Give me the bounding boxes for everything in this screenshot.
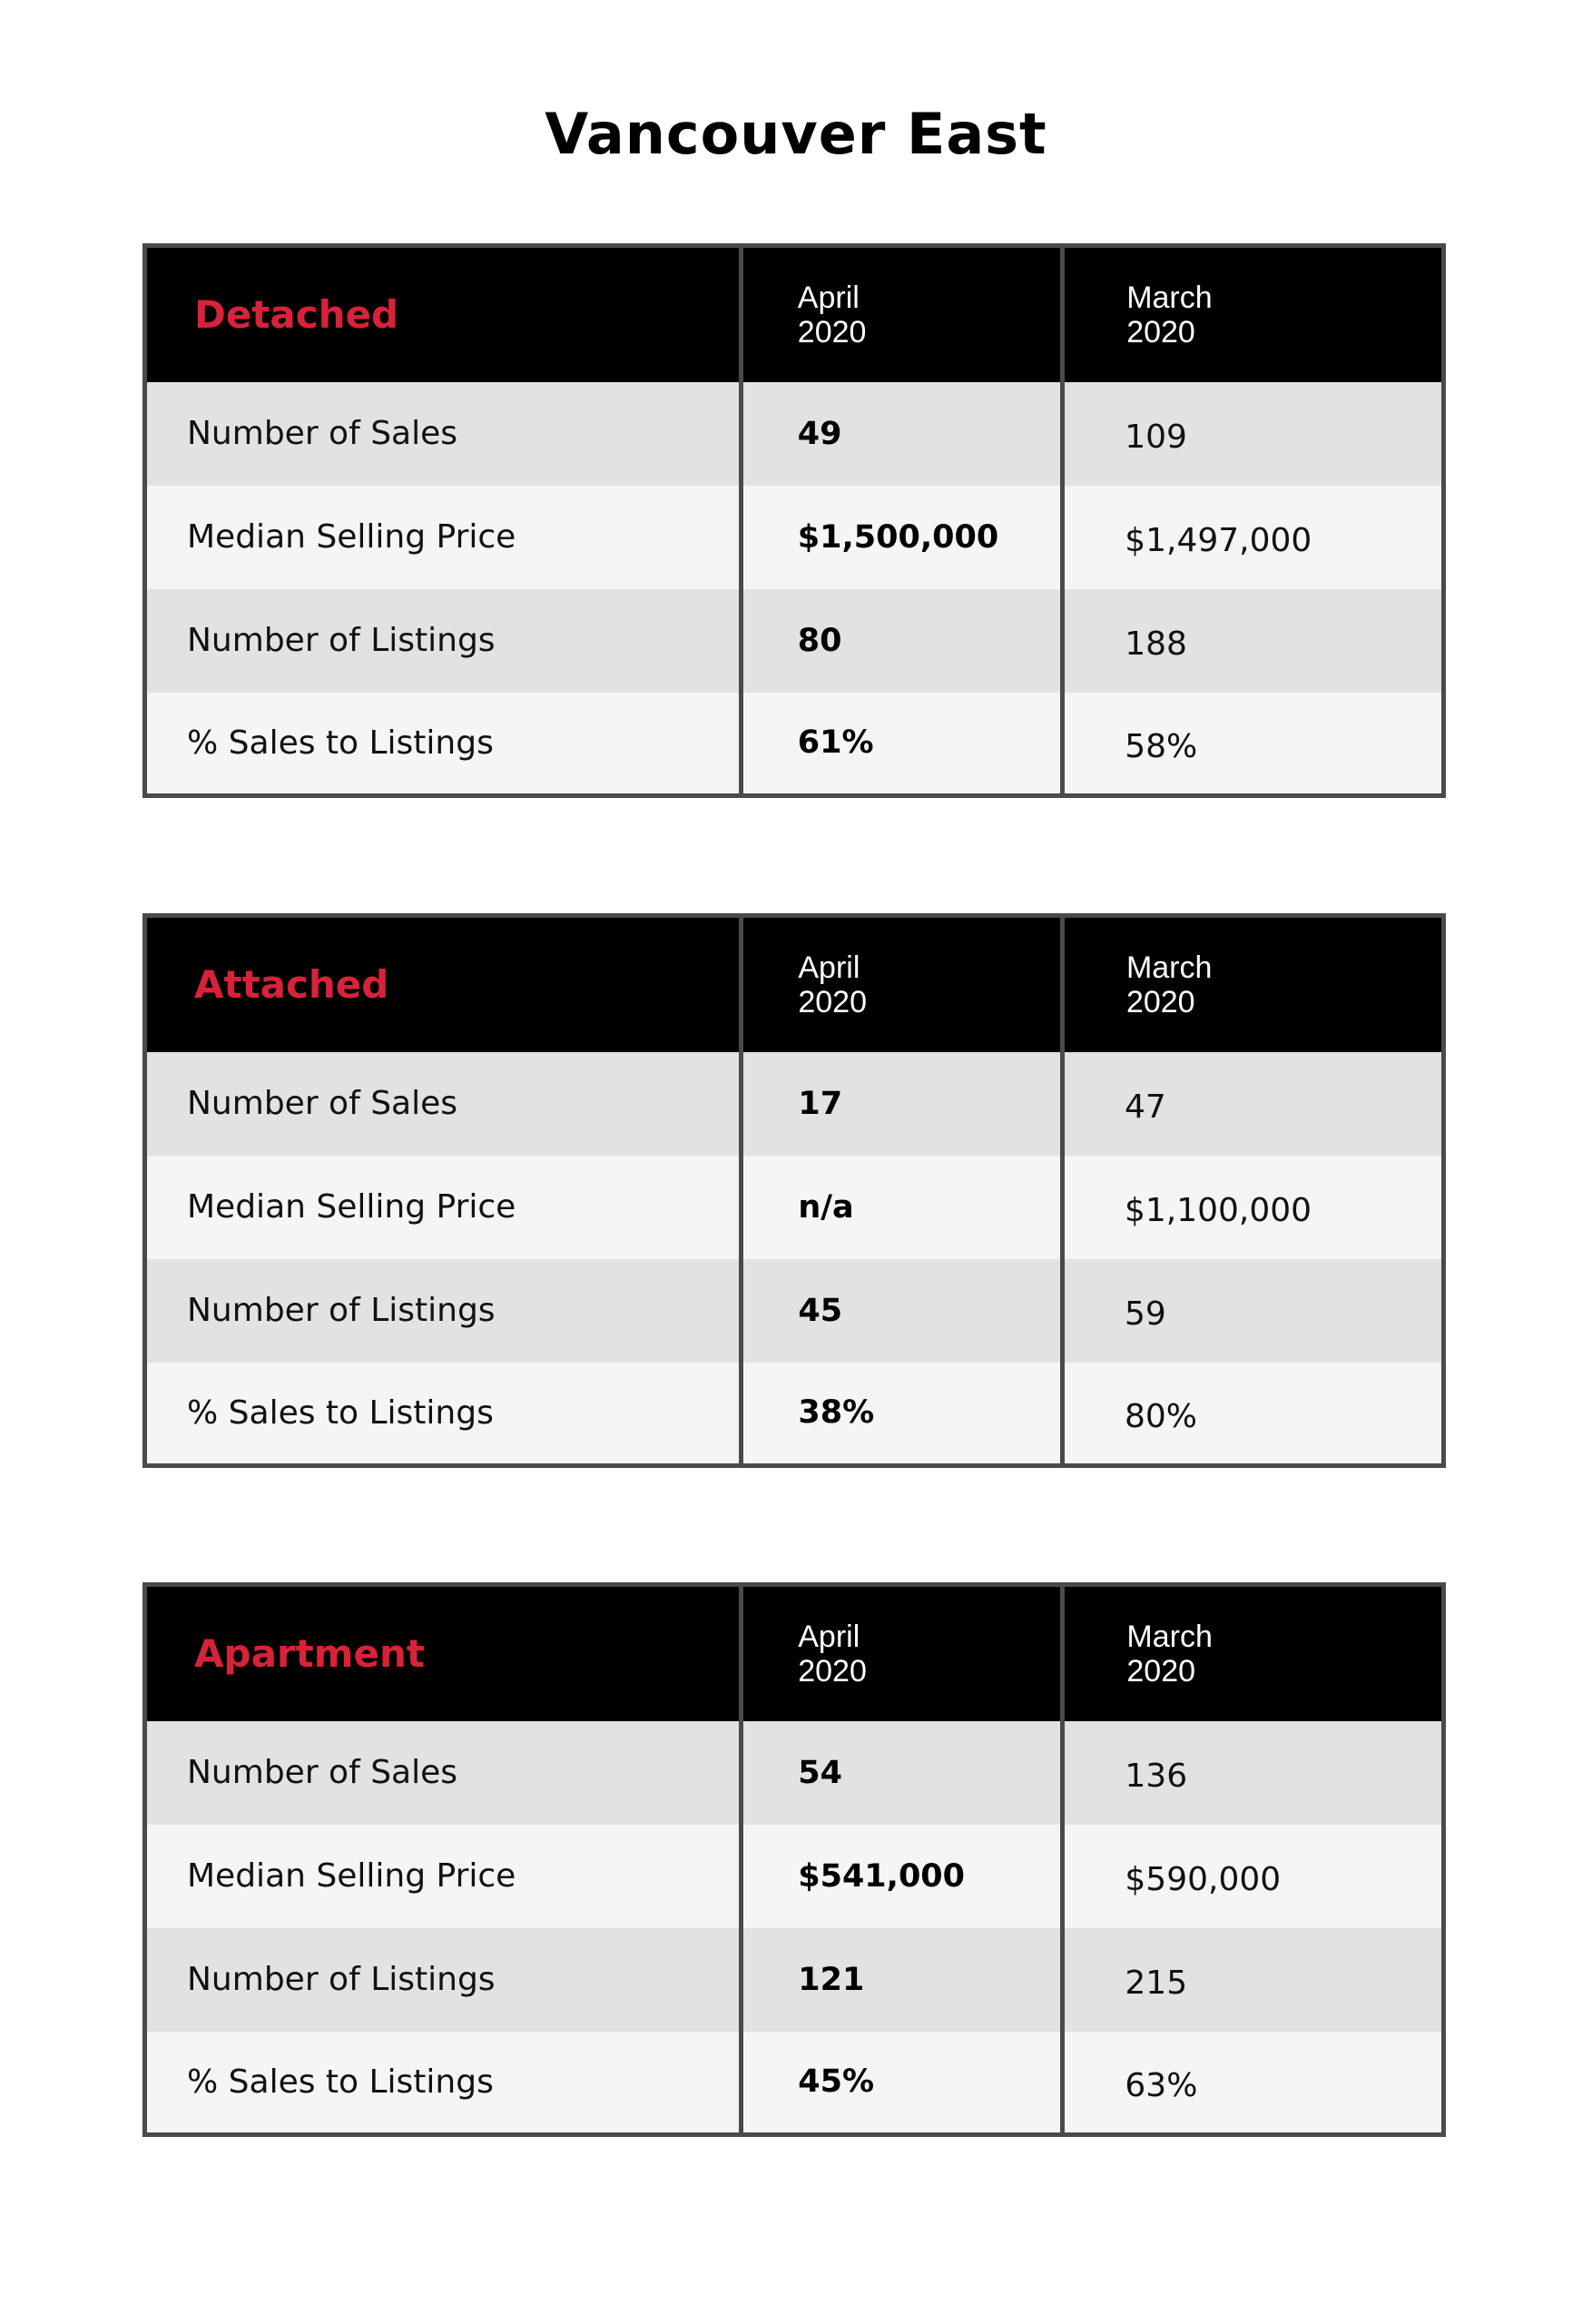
april-value: 54: [742, 1721, 1063, 1825]
attached-table: [142, 913, 1446, 1468]
table-header-row: [145, 916, 1444, 1052]
row-label: % Sales to Listings: [145, 693, 742, 796]
april-value: 49: [741, 382, 1062, 486]
march-value: $1,100,000: [1062, 1156, 1443, 1259]
row-label: Median Selling Price: [145, 1825, 742, 1928]
column-header-april: [742, 916, 1063, 1052]
period-year: 2020: [798, 1653, 867, 1689]
period-month: April: [798, 1619, 860, 1654]
row-label: Number of Sales: [145, 1721, 742, 1825]
period-year: 2020: [1126, 1653, 1196, 1689]
march-value: 80%: [1062, 1363, 1443, 1466]
march-value: 136: [1063, 1721, 1444, 1825]
column-header-march: [1063, 246, 1444, 382]
table-row: [145, 693, 1444, 796]
table-header-row: [145, 246, 1444, 382]
row-label: Number of Listings: [145, 1928, 742, 2032]
march-value: 188: [1063, 589, 1444, 693]
table-row: [145, 1052, 1444, 1156]
table-row: [145, 486, 1444, 589]
row-label: Number of Sales: [145, 1052, 742, 1156]
row-label: Median Selling Price: [145, 486, 742, 589]
table-row: [145, 1928, 1444, 2032]
period-year: 2020: [1125, 984, 1195, 1019]
table-row: [145, 1259, 1444, 1363]
category-title: Apartment: [145, 1585, 742, 1721]
period-month: March: [1126, 1619, 1213, 1654]
march-value: 58%: [1063, 693, 1444, 796]
april-value: 80: [741, 589, 1062, 693]
apartment-table: [142, 1582, 1446, 2137]
april-value: 38%: [742, 1363, 1063, 1466]
row-label: % Sales to Listings: [145, 2032, 742, 2135]
period-month: April: [798, 950, 860, 985]
period-month: April: [797, 280, 860, 315]
april-value: 17: [742, 1052, 1063, 1156]
table-row: [145, 1363, 1444, 1466]
march-value: 47: [1062, 1052, 1443, 1156]
period-month: March: [1126, 280, 1213, 315]
period-year: 2020: [797, 314, 867, 350]
category-title: Detached: [145, 246, 742, 382]
period-month: March: [1125, 950, 1213, 985]
period-year: 2020: [798, 984, 867, 1019]
april-value: 121: [742, 1928, 1063, 2032]
table-row: [145, 589, 1444, 693]
column-header-april: [742, 1585, 1063, 1721]
column-header-march: [1062, 916, 1443, 1052]
table-row: [145, 1721, 1444, 1825]
row-label: Number of Sales: [145, 382, 742, 486]
table-row: [145, 382, 1444, 486]
april-value: 61%: [741, 693, 1062, 796]
april-value: $1,500,000: [741, 486, 1062, 589]
march-value: 63%: [1063, 2032, 1444, 2135]
april-value: $541,000: [742, 1825, 1063, 1928]
row-label: % Sales to Listings: [145, 1363, 742, 1466]
column-header-april: [741, 246, 1062, 382]
table-row: [145, 1825, 1444, 1928]
april-value: 45%: [742, 2032, 1063, 2135]
table-header-row: [145, 1585, 1444, 1721]
april-value: n/a: [742, 1156, 1063, 1259]
march-value: 215: [1063, 1928, 1444, 2032]
column-header-march: [1063, 1585, 1444, 1721]
march-value: 109: [1063, 382, 1444, 486]
march-value: 59: [1062, 1259, 1443, 1363]
row-label: Number of Listings: [145, 589, 742, 693]
march-value: $590,000: [1063, 1825, 1444, 1928]
row-label: Number of Listings: [145, 1259, 742, 1363]
march-value: $1,497,000: [1063, 486, 1444, 589]
page-title: Vancouver East: [545, 101, 1047, 167]
table-row: [145, 1156, 1444, 1259]
category-title: Attached: [145, 916, 742, 1052]
table-row: [145, 2032, 1444, 2135]
april-value: 45: [742, 1259, 1063, 1363]
period-year: 2020: [1126, 314, 1195, 350]
detached-table: [142, 243, 1446, 798]
row-label: Median Selling Price: [145, 1156, 742, 1259]
